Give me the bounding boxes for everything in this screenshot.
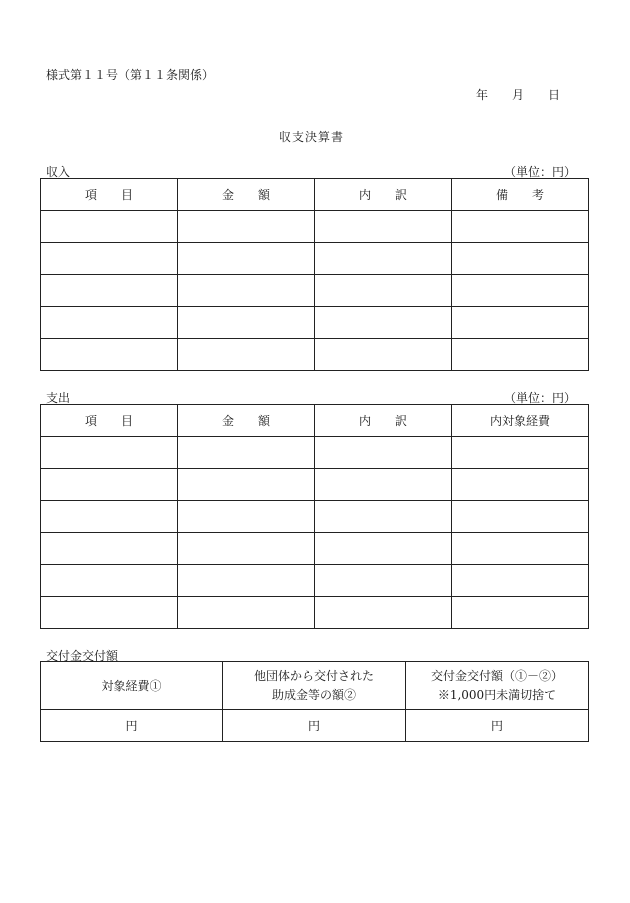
expense-cell[interactable] bbox=[452, 565, 589, 597]
expense-row bbox=[41, 469, 589, 501]
expense-header-row bbox=[41, 405, 589, 437]
grant-value-row bbox=[41, 710, 589, 742]
expense-cell[interactable] bbox=[41, 597, 178, 629]
income-cell[interactable] bbox=[178, 243, 315, 275]
income-cell[interactable] bbox=[41, 243, 178, 275]
expense-row bbox=[41, 597, 589, 629]
expense-unit: （単位：円） bbox=[504, 391, 577, 405]
grant-header-grant-amount-line-2: ※1,000円未満切捨て bbox=[437, 687, 557, 702]
income-header-amount: 金 額 bbox=[178, 179, 315, 211]
income-row bbox=[41, 211, 589, 243]
income-cell[interactable] bbox=[178, 307, 315, 339]
expense-cell[interactable] bbox=[178, 437, 315, 469]
income-row bbox=[41, 339, 589, 371]
income-row bbox=[41, 275, 589, 307]
grant-header-grant-amount bbox=[406, 662, 589, 710]
income-cell[interactable] bbox=[41, 211, 178, 243]
document-title: 収支決算書 bbox=[279, 130, 345, 144]
income-cell[interactable] bbox=[315, 307, 452, 339]
income-row bbox=[41, 243, 589, 275]
income-cell[interactable] bbox=[452, 275, 589, 307]
income-cell[interactable] bbox=[452, 211, 589, 243]
grant-header-other-subsidy-line-2: 助成金等の額② bbox=[271, 687, 356, 702]
income-cell[interactable] bbox=[315, 243, 452, 275]
income-cell[interactable] bbox=[452, 307, 589, 339]
expense-cell[interactable] bbox=[315, 533, 452, 565]
expense-cell[interactable] bbox=[41, 437, 178, 469]
income-table bbox=[40, 178, 589, 371]
expense-cell[interactable] bbox=[178, 501, 315, 533]
grant-header-other-subsidy bbox=[223, 662, 406, 710]
expense-cell[interactable] bbox=[452, 469, 589, 501]
other-subsidy-yen: 円 bbox=[223, 710, 406, 742]
expense-cell[interactable] bbox=[452, 597, 589, 629]
expense-cell[interactable] bbox=[452, 437, 589, 469]
income-cell[interactable] bbox=[315, 211, 452, 243]
income-cell[interactable] bbox=[452, 339, 589, 371]
expense-cell[interactable] bbox=[178, 597, 315, 629]
expense-cell[interactable] bbox=[315, 501, 452, 533]
income-cell[interactable] bbox=[178, 211, 315, 243]
expense-row bbox=[41, 565, 589, 597]
eligible-cost-yen: 円 bbox=[41, 710, 223, 742]
income-unit: （単位：円） bbox=[504, 165, 577, 179]
expense-cell[interactable] bbox=[41, 565, 178, 597]
income-cell[interactable] bbox=[315, 339, 452, 371]
expense-cell[interactable] bbox=[41, 533, 178, 565]
expense-header-amount: 金 額 bbox=[178, 405, 315, 437]
income-cell[interactable] bbox=[178, 339, 315, 371]
grant-amount-yen: 円 bbox=[406, 710, 589, 742]
expense-header-item: 項 目 bbox=[41, 405, 178, 437]
income-label: 収入 bbox=[46, 165, 71, 179]
income-header-row bbox=[41, 179, 589, 211]
income-header-remarks: 備 考 bbox=[452, 179, 589, 211]
form-number: 様式第１１号（第１１条関係） bbox=[46, 68, 215, 82]
income-cell[interactable] bbox=[41, 275, 178, 307]
expense-cell[interactable] bbox=[452, 533, 589, 565]
income-cell[interactable] bbox=[178, 275, 315, 307]
grant-header-other-subsidy-line-1: 他団体から交付された bbox=[253, 668, 374, 683]
expense-cell[interactable] bbox=[41, 501, 178, 533]
grant-label: 交付金交付額 bbox=[46, 649, 119, 663]
expense-row bbox=[41, 437, 589, 469]
expense-header-eligible: 内対象経費 bbox=[452, 405, 589, 437]
expense-cell[interactable] bbox=[41, 469, 178, 501]
income-header-item: 項 目 bbox=[41, 179, 178, 211]
expense-cell[interactable] bbox=[452, 501, 589, 533]
expense-label: 支出 bbox=[46, 391, 71, 405]
expense-cell[interactable] bbox=[315, 565, 452, 597]
grant-header-eligible-cost-line: 対象経費① bbox=[101, 679, 162, 693]
grant-table bbox=[40, 661, 589, 742]
date-line: 年 月 日 bbox=[476, 88, 561, 102]
income-row bbox=[41, 307, 589, 339]
expense-cell[interactable] bbox=[178, 469, 315, 501]
expense-row bbox=[41, 501, 589, 533]
income-cell[interactable] bbox=[452, 243, 589, 275]
expense-cell[interactable] bbox=[315, 469, 452, 501]
income-cell[interactable] bbox=[315, 275, 452, 307]
income-header-breakdown: 内 訳 bbox=[315, 179, 452, 211]
expense-header-breakdown: 内 訳 bbox=[315, 405, 452, 437]
expense-row bbox=[41, 533, 589, 565]
grant-header-eligible-cost bbox=[41, 662, 223, 710]
grant-header-row bbox=[41, 662, 589, 710]
income-cell[interactable] bbox=[41, 339, 178, 371]
expense-cell[interactable] bbox=[315, 437, 452, 469]
expense-table bbox=[40, 404, 589, 629]
expense-cell[interactable] bbox=[178, 565, 315, 597]
grant-header-grant-amount-line-1: 交付金交付額（①－②） bbox=[430, 668, 563, 683]
expense-cell[interactable] bbox=[315, 597, 452, 629]
expense-cell[interactable] bbox=[178, 533, 315, 565]
income-cell[interactable] bbox=[41, 307, 178, 339]
